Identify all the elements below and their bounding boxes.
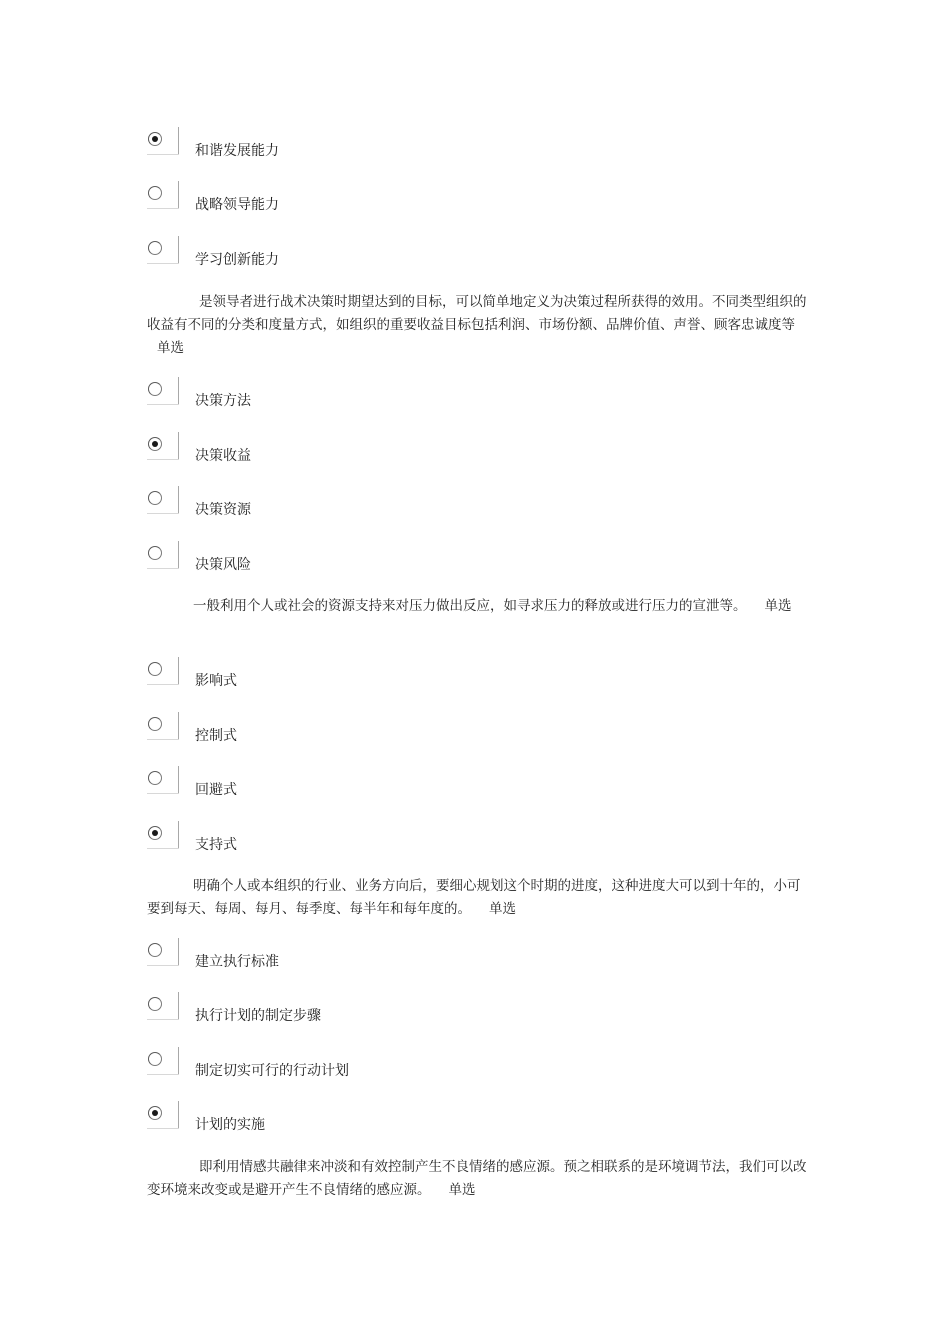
divider bbox=[147, 459, 179, 460]
option-row[interactable] bbox=[147, 1047, 567, 1091]
divider bbox=[147, 684, 179, 685]
radio-dot-icon bbox=[152, 1110, 158, 1116]
divider bbox=[147, 793, 179, 794]
option-row[interactable] bbox=[147, 657, 567, 701]
option-row[interactable] bbox=[147, 712, 567, 756]
radio-circle-icon[interactable] bbox=[148, 186, 162, 200]
option-label: 回避式 bbox=[195, 782, 237, 798]
radio-button[interactable] bbox=[147, 712, 179, 740]
radio-button[interactable] bbox=[147, 1101, 179, 1129]
divider bbox=[147, 1019, 179, 1020]
radio-button[interactable] bbox=[147, 181, 179, 209]
divider bbox=[178, 992, 179, 1020]
radio-circle-icon[interactable] bbox=[148, 241, 162, 255]
option-row[interactable] bbox=[147, 1101, 567, 1145]
radio-button[interactable] bbox=[147, 657, 179, 685]
divider bbox=[178, 127, 179, 155]
radio-button[interactable] bbox=[147, 938, 179, 966]
radio-circle-icon[interactable] bbox=[148, 771, 162, 785]
question-type-badge: 单选 bbox=[157, 340, 184, 356]
option-row[interactable] bbox=[147, 992, 567, 1036]
option-label: 建立执行标准 bbox=[195, 954, 279, 970]
question-type-badge: 单选 bbox=[489, 901, 516, 917]
divider bbox=[178, 657, 179, 685]
radio-button[interactable] bbox=[147, 127, 179, 155]
option-row[interactable] bbox=[147, 181, 567, 225]
divider bbox=[147, 513, 179, 514]
question-text bbox=[147, 1156, 807, 1202]
radio-button[interactable] bbox=[147, 1047, 179, 1075]
option-label: 执行计划的制定步骤 bbox=[195, 1008, 321, 1024]
radio-circle-icon[interactable] bbox=[148, 662, 162, 676]
radio-circle-icon[interactable] bbox=[148, 826, 162, 840]
divider bbox=[147, 848, 179, 849]
option-row[interactable] bbox=[147, 821, 567, 865]
radio-button[interactable] bbox=[147, 541, 179, 569]
option-label: 计划的实施 bbox=[195, 1117, 265, 1133]
option-row[interactable] bbox=[147, 377, 567, 421]
divider bbox=[147, 1074, 179, 1075]
question-body: 即利用情感共融律来冲淡和有效控制产生不良情绪的感应源。预之相联系的是环境调节法，我们可以改变环境来改变或是避开产生不良情绪的感应源。 bbox=[147, 1159, 807, 1198]
radio-circle-icon[interactable] bbox=[148, 546, 162, 560]
radio-circle-icon[interactable] bbox=[148, 997, 162, 1011]
divider bbox=[147, 208, 179, 209]
question-type-badge: 单选 bbox=[448, 1182, 476, 1198]
question-type-badge: 单选 bbox=[764, 598, 792, 614]
radio-circle-icon[interactable] bbox=[148, 1052, 162, 1066]
option-row[interactable] bbox=[147, 486, 567, 530]
radio-circle-icon[interactable] bbox=[148, 717, 162, 731]
radio-circle-icon[interactable] bbox=[148, 1106, 162, 1120]
divider bbox=[178, 1047, 179, 1075]
question-body: 是领导者进行战术决策时期望达到的目标，可以简单地定义为决策过程所获得的效用。不同类型组织的收益有不同的分类和度量方式，如组织的重要收益目标包括利润、市场份额、品牌价值、声誉、顾客忠诚度等 bbox=[147, 294, 807, 333]
divider bbox=[178, 377, 179, 405]
option-label: 决策风险 bbox=[195, 557, 251, 573]
option-row[interactable] bbox=[147, 236, 567, 280]
divider bbox=[147, 965, 179, 966]
radio-circle-icon[interactable] bbox=[148, 132, 162, 146]
radio-button[interactable] bbox=[147, 432, 179, 460]
question-text bbox=[147, 875, 807, 921]
divider bbox=[147, 568, 179, 569]
divider bbox=[178, 236, 179, 264]
radio-circle-icon[interactable] bbox=[148, 437, 162, 451]
radio-button[interactable] bbox=[147, 377, 179, 405]
option-label: 决策资源 bbox=[195, 502, 251, 518]
radio-button[interactable] bbox=[147, 236, 179, 264]
radio-dot-icon bbox=[152, 136, 158, 142]
radio-button[interactable] bbox=[147, 992, 179, 1020]
question-text bbox=[147, 595, 807, 618]
radio-dot-icon bbox=[152, 830, 158, 836]
option-label: 决策方法 bbox=[195, 393, 251, 409]
divider bbox=[178, 938, 179, 966]
option-label: 影响式 bbox=[195, 673, 237, 689]
divider bbox=[178, 766, 179, 794]
divider bbox=[178, 1101, 179, 1129]
divider bbox=[147, 263, 179, 264]
option-row[interactable] bbox=[147, 432, 567, 476]
divider bbox=[147, 739, 179, 740]
divider bbox=[178, 432, 179, 460]
divider bbox=[178, 821, 179, 849]
option-label: 学习创新能力 bbox=[195, 252, 279, 268]
question-body: 一般利用个人或社会的资源支持来对压力做出反应，如寻求压力的释放或进行压力的宣泄等。 bbox=[193, 598, 747, 614]
radio-button[interactable] bbox=[147, 766, 179, 794]
option-row[interactable] bbox=[147, 766, 567, 810]
radio-button[interactable] bbox=[147, 486, 179, 514]
option-label: 战略领导能力 bbox=[195, 197, 279, 213]
radio-circle-icon[interactable] bbox=[148, 382, 162, 396]
option-label: 制定切实可行的行动计划 bbox=[195, 1063, 349, 1079]
option-label: 支持式 bbox=[195, 837, 237, 853]
question-text bbox=[147, 291, 807, 360]
divider bbox=[178, 712, 179, 740]
option-row[interactable] bbox=[147, 938, 567, 982]
divider bbox=[147, 404, 179, 405]
option-label: 控制式 bbox=[195, 728, 237, 744]
radio-dot-icon bbox=[152, 441, 158, 447]
divider bbox=[178, 486, 179, 514]
option-row[interactable] bbox=[147, 541, 567, 585]
radio-circle-icon[interactable] bbox=[148, 943, 162, 957]
option-row[interactable] bbox=[147, 127, 567, 171]
divider bbox=[178, 181, 179, 209]
divider bbox=[178, 541, 179, 569]
divider bbox=[147, 154, 179, 155]
radio-circle-icon[interactable] bbox=[148, 491, 162, 505]
question-body: 明确个人或本组织的行业、业务方向后，要细心规划这个时期的进度，这种进度大可以到十年的，小可要到每天、每周、每月、每季度、每半年和每年度的。 bbox=[147, 878, 801, 917]
radio-button[interactable] bbox=[147, 821, 179, 849]
option-label: 决策收益 bbox=[195, 448, 251, 464]
divider bbox=[147, 1128, 179, 1129]
option-label: 和谐发展能力 bbox=[195, 143, 279, 159]
